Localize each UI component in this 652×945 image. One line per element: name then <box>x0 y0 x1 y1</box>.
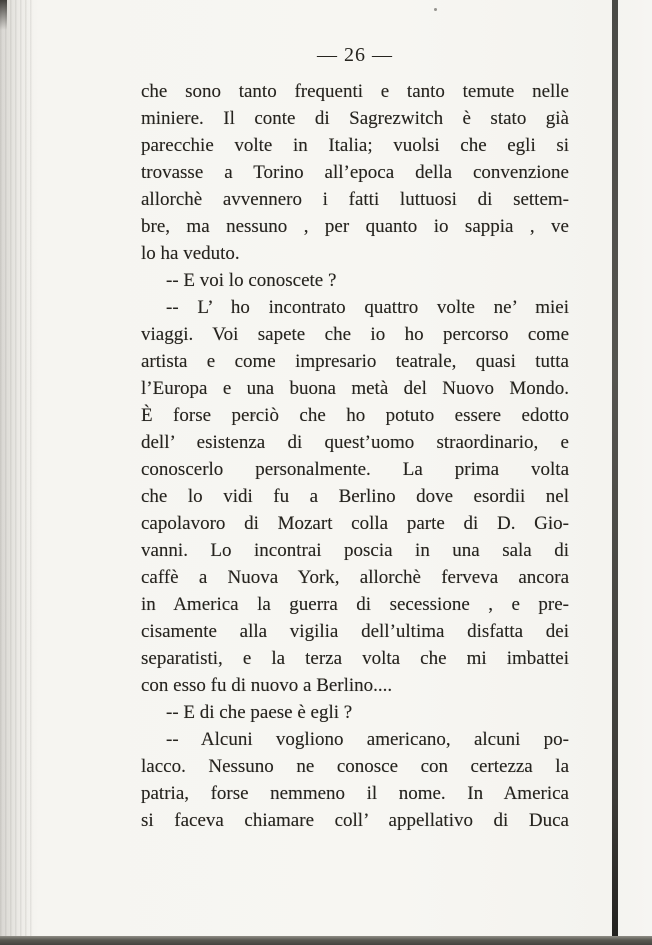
text-line: patria, forse nemmeno il nome. In America <box>141 783 569 804</box>
text-line: conoscerlo personalmente. La prima volta <box>141 459 569 480</box>
scan-edge-bottom <box>0 936 652 945</box>
scan-corner-mark <box>0 0 7 30</box>
page-number-header: — 26 — <box>317 44 393 66</box>
text-line: bre, ma nessuno , per quanto io sappia , ve <box>141 216 569 237</box>
text-line: vanni. Lo incontrai poscia in una sala di <box>141 540 569 561</box>
text-line: miniere. Il conte di Sagrezwitch è stato già <box>141 108 569 129</box>
text-line: viaggi. Voi sapete che io ho percorso come <box>141 324 569 345</box>
dialogue-line: -- Alcuni vogliono americano, alcuni po- <box>166 729 569 750</box>
text-line: che sono tanto frequenti e tanto temute nelle <box>141 81 569 102</box>
text-line: trovasse a Torino all’epoca della convenzione <box>141 162 569 183</box>
text-line: si faceva chiamare coll’ appellativo di Duca <box>141 810 569 831</box>
page-edge-line <box>612 0 618 937</box>
text-line: in America la guerra di secessione , e pre- <box>141 594 569 615</box>
text-line: l’Europa e una buona metà del Nuovo Mondo. <box>141 378 569 399</box>
scan-speck <box>434 8 437 11</box>
text-line: separatisti, e la terza volta che mi imbattei <box>141 648 569 669</box>
text-line: cisamente alla vigilia dell’ultima disfatta dei <box>141 621 569 642</box>
dialogue-line: -- E voi lo conoscete ? <box>166 270 337 291</box>
text-line: lo ha veduto. <box>141 243 240 264</box>
text-line: capolavoro di Mozart colla parte di D. Gio- <box>141 513 569 534</box>
text-line: dell’ esistenza di quest’uomo straordinario, e <box>141 432 569 453</box>
text-line: allorchè avvennero i fatti luttuosi di settem- <box>141 189 569 210</box>
dialogue-line: -- L’ ho incontrato quattro volte ne’ miei <box>166 297 569 318</box>
text-line: caffè a Nuova York, allorchè ferveva ancora <box>141 567 569 588</box>
text-line: lacco. Nessuno ne conosce con certezza la <box>141 756 569 777</box>
scan-edge-left-streaks <box>0 0 34 945</box>
text-line: artista e come impresario teatrale, quasi tutta <box>141 351 569 372</box>
text-line: parecchie volte in Italia; vuolsi che egli si <box>141 135 569 156</box>
text-line: che lo vidi fu a Berlino dove esordii nel <box>141 486 569 507</box>
dialogue-line: -- E di che paese è egli ? <box>166 702 353 723</box>
text-line: con esso fu di nuovo a Berlino.... <box>141 675 393 696</box>
text-block <box>141 42 569 834</box>
text-line: È forse perciò che ho potuto essere edotto <box>141 405 569 426</box>
